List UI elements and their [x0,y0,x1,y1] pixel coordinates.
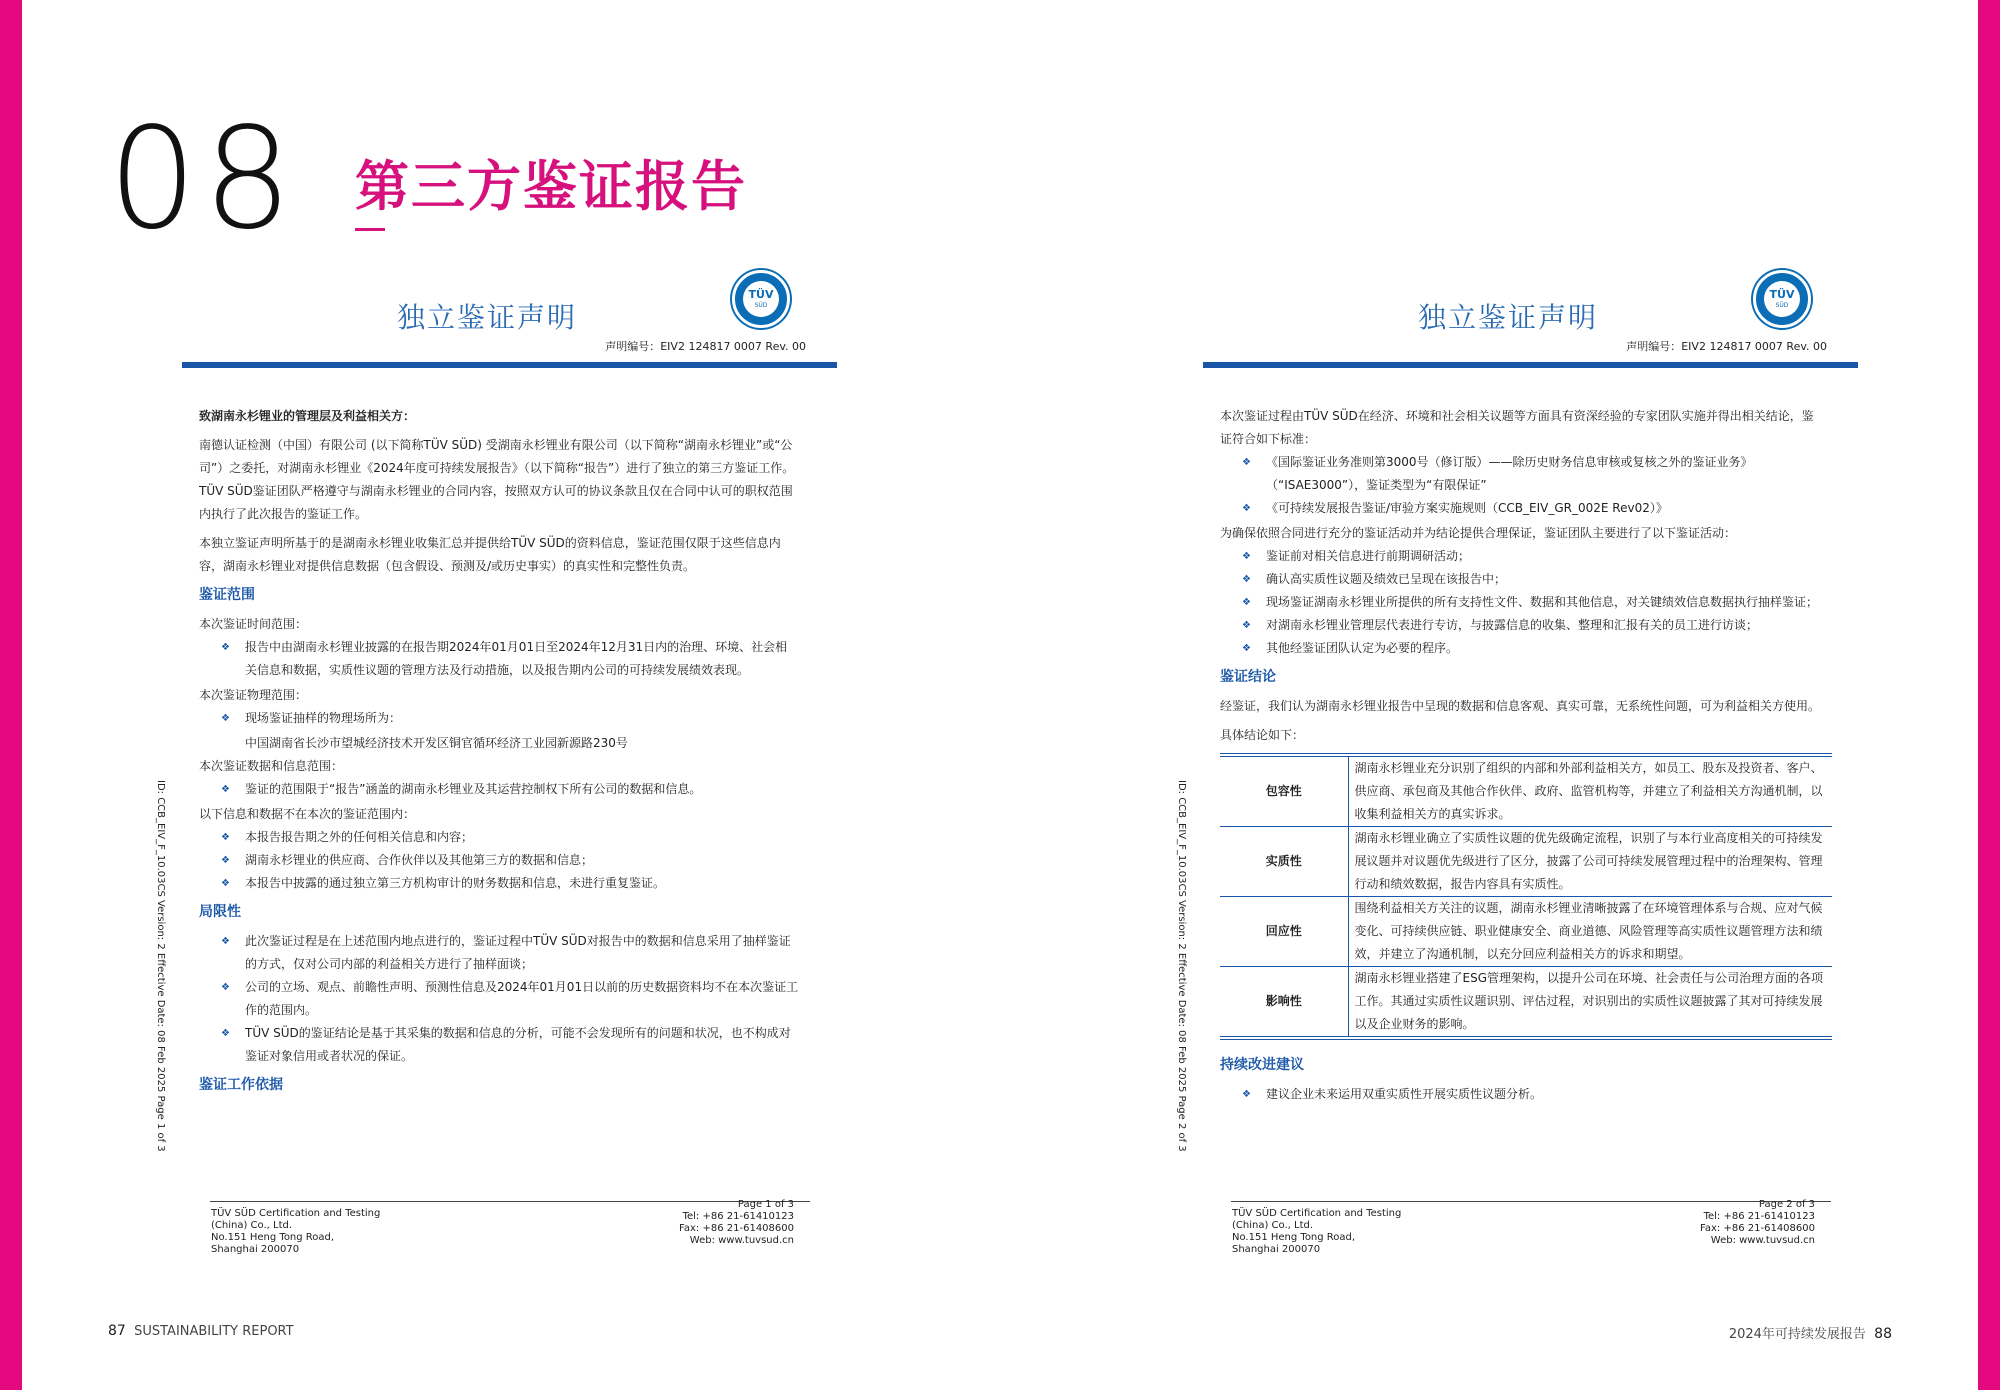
bullet-list [1220,1083,1820,1106]
side-document-id: ID: CCB_EIV_F_10.03CS Version: 2 Effective Date: 08 Feb 2025 Page 2 of 3 [1176,780,1187,1152]
chapter-title: 第三方鉴证报告 [355,155,747,218]
page-footer-right [1729,1323,1892,1342]
certificate-title: 独立鉴证声明 [397,301,578,334]
contact-info: Page 1 of 3 Tel: +86 21-61410123 Fax: +86 21-61408600 Web: www.tuvsud.cn [679,1199,794,1246]
table-cell-text: 湖南永杉锂业搭建了ESG管理架构，以提升公司在环境、社会责任与公司治理方面的各项工作。其通过实质性议题识别、评估过程，对识别出的实质性议题披露了其对可持续发展以及企业财务的影响。 [1348,967,1832,1039]
logo-sub: SÜD [1775,302,1789,309]
certificate-body [199,405,799,1103]
tuv-logo [732,270,790,328]
table-row [1220,755,1832,827]
bullet-list [199,826,799,895]
table-row [1220,827,1832,897]
header-rule [182,362,837,368]
logo-text: TÜV [748,288,774,301]
right-magenta-edge [1978,0,2000,1390]
title-underline [355,228,385,231]
list-item: ❖ 鉴证前对相关信息进行前期调研活动； [1220,545,1820,568]
paragraph: 本次鉴证过程由TÜV SÜD在经济、环境和社会相关议题等方面具有资深经验的专家团队实施并得出相关结论，鉴证符合如下标准： [1220,409,1814,446]
list-item: ❖ 本报告报告期之外的任何相关信息和内容； [199,826,799,849]
list-item: ❖ 《可持续发展报告鉴证/审验方案实施规则（CCB_EIV_GR_002E Rev02）》 [1220,497,1820,520]
paragraph: 南德认证检测（中国）有限公司 (以下简称TÜV SÜD) 受湖南永杉锂业有限公司（以下简称“湖南永杉锂业”或“公司”）之委托，对湖南永杉锂业《2024年度可持续发展报告》（以下简称“报告”）进行了独立的第三方鉴证工作。TÜV SÜD鉴证团队严格遵守与湖南永杉锂业的合同内容，按照双方认可的协议条款且仅在合同中认可的职权范围内执行了此次报告的鉴证工作。 [199,438,795,521]
list-item: ❖ 现场鉴证湖南永杉锂业所提供的所有支持性文件、数据和其他信息，对关键绩效信息数据执行抽样鉴证； [1220,591,1820,614]
table-row [1220,897,1832,967]
list-item: ❖ 公司的立场、观点、前瞻性声明、预测性信息及2024年01月01日以前的历史数据资料均不在本次鉴证工作的范围内。 [199,976,799,1022]
footer-text: 2024年可持续发展报告 [1728,1327,1866,1342]
certificate-body [1220,405,1824,1108]
list-item: ❖ 建议企业未来运用双重实质性开展实质性议题分析。 [1220,1083,1820,1106]
page-number: 88 [1874,1326,1892,1342]
contact-info: Page 2 of 3 Tel: +86 21-61410123 Fax: +86 21-61408600 Web: www.tuvsud.cn [1700,1199,1815,1246]
bullet-list [199,636,799,682]
certificate-page-2 [1176,270,1863,1260]
bullet-list [199,778,799,801]
list-item: ❖ 本报告中披露的通过独立第三方机构审计的财务数据和信息，未进行重复鉴证。 [199,872,799,895]
list-item: ❖ 报告中由湖南永杉锂业披露的在报告期2024年01月01日至2024年12月31日内的治理、环境、社会相关信息和数据，实质性议题的管理方法及行动措施，以及报告期内公司的可持续发展绩效表现。 [199,636,799,682]
table-cell-principle: 回应性 [1220,897,1348,967]
page-number: 87 [108,1323,126,1339]
table-cell-principle: 实质性 [1220,827,1348,897]
principles-table [1220,753,1832,1040]
header-rule [1203,362,1858,368]
bullet-list [199,930,799,1068]
table-cell-text: 围绕利益相关方关注的议题，湖南永杉锂业清晰披露了在环境管理体系与合规、应对气候变化、可持续供应链、职业健康安全、商业道德、风险管理等高实质性议题管理方法和绩效，并建立了沟通机制，以充分回应利益相关方的诉求和期望。 [1348,897,1832,967]
label: 本次鉴证数据和信息范围： [199,759,344,773]
label: 为确保依照合同进行充分的鉴证活动并为结论提供合理保证，鉴证团队主要进行了以下鉴证活动： [1220,526,1737,540]
company-address: TÜV SÜD Certification and Testing (China) Co., Ltd. No.151 Heng Tong Road, Shanghai 200070 [1232,1208,1402,1255]
paragraph: 本独立鉴证声明所基于的是湖南永杉锂业收集汇总并提供给TÜV SÜD的资料信息，鉴证范围仅限于这些信息内容，湖南永杉锂业对提供信息数据（包含假设、预测及/或历史事实）的真实性和完整性负责。 [199,536,781,573]
greeting: 致湖南永杉锂业的管理层及利益相关方： [199,409,416,423]
chapter-number: 08 [108,98,299,261]
list-item: ❖ 此次鉴证过程是在上述范围内地点进行的，鉴证过程中TÜV SÜD对报告中的数据和信息采用了抽样鉴证的方式，仅对公司内部的利益相关方进行了抽样面谈； [199,930,799,976]
list-item: ❖ 其他经鉴证团队认定为必要的程序。 [1220,637,1820,660]
list-item: ❖ 现场鉴证抽样的物理场所为： [199,707,799,730]
bullet-list [1220,545,1820,660]
address: 中国湖南省长沙市望城经济技术开发区铜官循环经济工业园新源路230号 [245,736,628,750]
list-item: ❖ 《国际鉴证业务准则第3000号（修订版）——除历史财务信息审核或复核之外的鉴证业务》（“ISAE3000”），鉴证类型为“有限保证” [1220,451,1820,497]
statement-number: 声明编号：EIV2 124817 0007 Rev. 00 [605,340,806,353]
list-item: ❖ 对湖南永杉锂业管理层代表进行专访，与披露信息的收集、整理和汇报有关的员工进行访谈； [1220,614,1820,637]
section-heading-limitations: 局限性 [199,904,241,920]
section-heading-scope: 鉴证范围 [199,587,255,603]
table-cell-text: 湖南永杉锂业充分识别了组织的内部和外部利益相关方，如员工、股东及投资者、客户、供应商、承包商及其他合作伙伴、政府、监管机构等，并建立了利益相关方沟通机制，以收集利益相关方的真实诉求。 [1348,755,1832,827]
tuv-logo [1753,270,1811,328]
section-heading-basis: 鉴证工作依据 [199,1077,283,1093]
certificate-title: 独立鉴证声明 [1418,301,1599,334]
table-cell-principle: 包容性 [1220,755,1348,827]
table-cell-principle: 影响性 [1220,967,1348,1039]
table-cell-text: 湖南永杉锂业确立了实质性议题的优先级确定流程，识别了与本行业高度相关的可持续发展议题并对议题优先级进行了区分，披露了公司可持续发展管理过程中的治理架构、管理行动和绩效数据，报告内容具有实质性。 [1348,827,1832,897]
logo-sub: SÜD [754,302,768,309]
list-item: ❖ TÜV SÜD的鉴证结论是基于其采集的数据和信息的分析，可能不会发现所有的问题和状况，也不构成对鉴证对象信用或者状况的保证。 [199,1022,799,1068]
footer-text: SUSTAINABILITY REPORT [134,1324,294,1339]
list-item: ❖ 湖南永杉锂业的供应商、合作伙伴以及其他第三方的数据和信息； [199,849,799,872]
section-heading-conclusion: 鉴证结论 [1220,669,1276,685]
label: 以下信息和数据不在本次的鉴证范围内： [199,807,416,821]
label: 具体结论如下： [1220,728,1305,742]
section-heading-improvement: 持续改进建议 [1220,1057,1304,1073]
logo-text: TÜV [1769,288,1795,301]
list-item: ❖ 确认高实质性议题及绩效已呈现在该报告中； [1220,568,1820,591]
label: 本次鉴证物理范围： [199,688,308,702]
bullet-list [199,707,799,730]
bullet-list [1220,451,1820,520]
side-document-id: ID: CCB_EIV_F_10.03CS Version: 2 Effective Date: 08 Feb 2025 Page 1 of 3 [155,780,166,1152]
company-address: TÜV SÜD Certification and Testing (China) Co., Ltd. No.151 Heng Tong Road, Shanghai 200070 [211,1208,381,1255]
page-footer-left [108,1323,294,1339]
certificate-page-1 [155,270,842,1260]
paragraph: 经鉴证，我们认为湖南永杉锂业报告中呈现的数据和信息客观、真实可靠，无系统性问题，可为利益相关方使用。 [1220,699,1821,713]
label: 本次鉴证时间范围： [199,617,308,631]
left-magenta-edge [0,0,22,1390]
table-row [1220,967,1832,1039]
statement-number: 声明编号：EIV2 124817 0007 Rev. 00 [1626,340,1827,353]
list-item: ❖ 鉴证的范围限于“报告”涵盖的湖南永杉锂业及其运营控制权下所有公司的数据和信息。 [199,778,799,801]
